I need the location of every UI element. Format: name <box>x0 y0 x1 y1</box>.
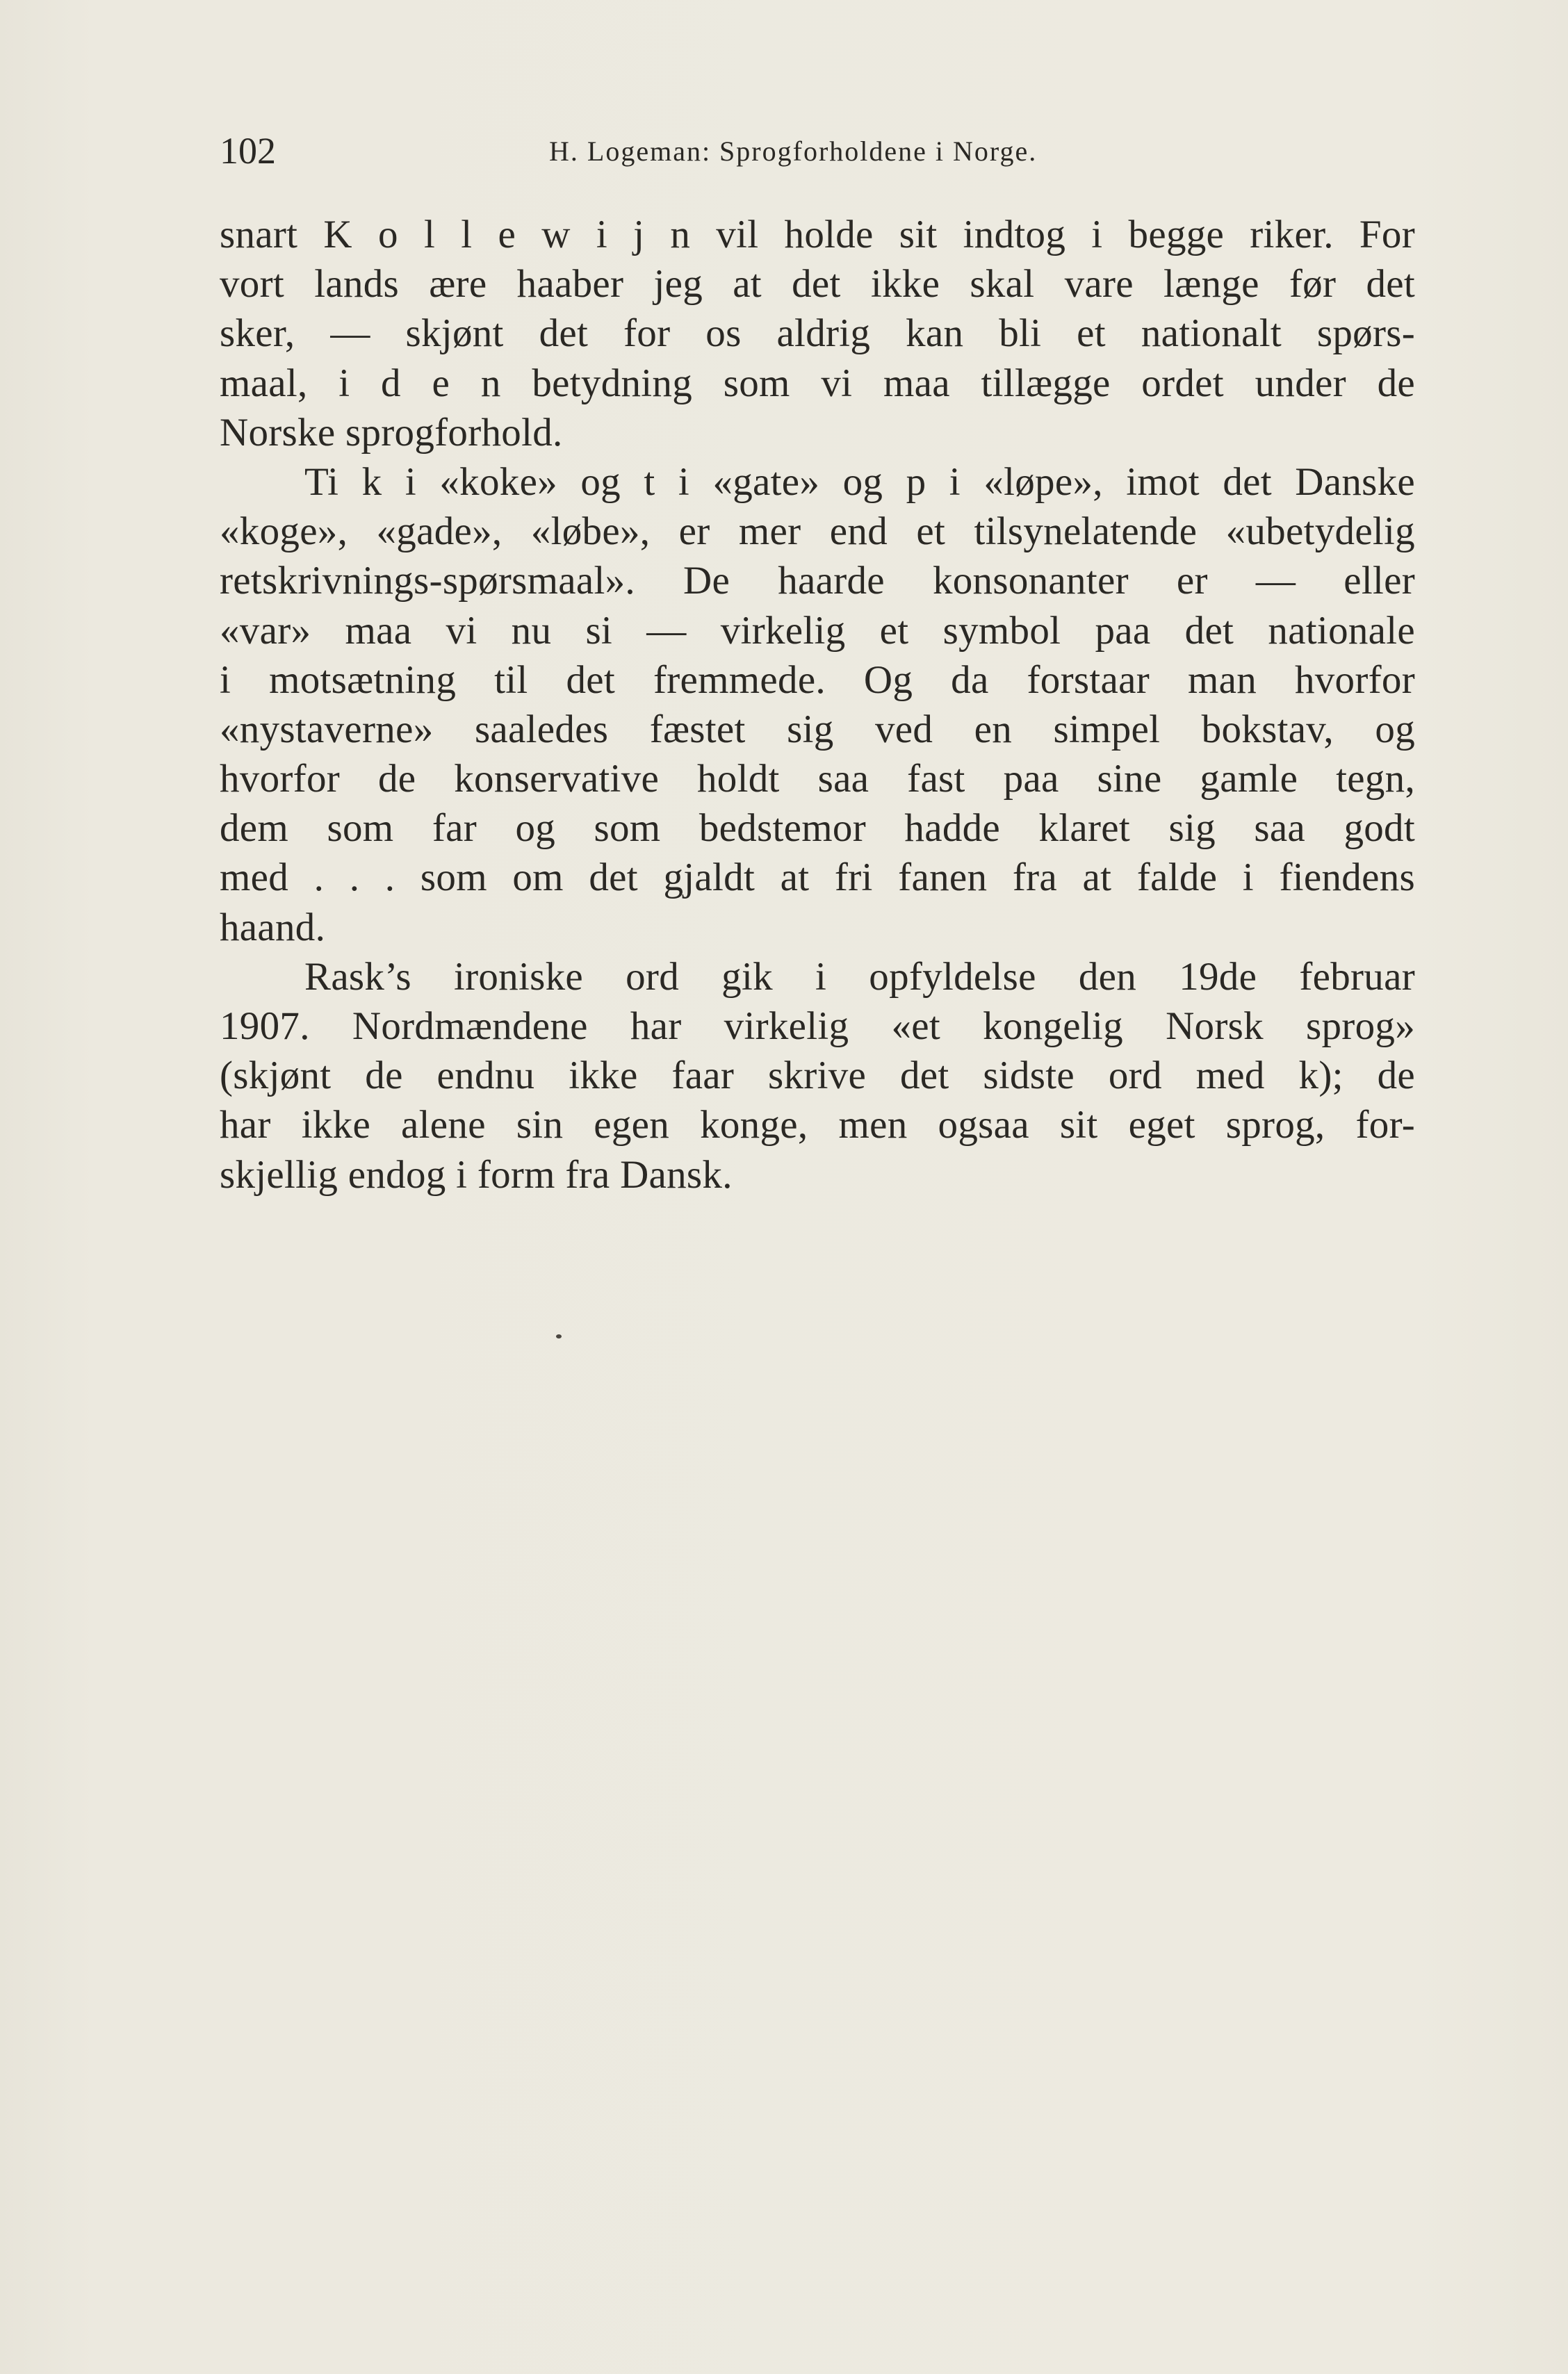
text-line-4: maal, i d e n betydning som vi maa tillægge ordet under de <box>220 361 1415 405</box>
body-text <box>220 210 1415 1200</box>
text-line-19: har ikke alene sin egen konge, men ogsaa sit eget sprog, for- <box>220 1103 1415 1147</box>
text-line-17: 1907. Nordmændene har virkelig «et kongelig Norsk sprog» <box>220 1004 1415 1048</box>
text-line-14: med . . . som om det gjaldt at fri fanen fra at falde i fiendens <box>220 856 1415 900</box>
text-line-9: «var» maa vi nu si — virkelig et symbol paa det nationale <box>220 608 1415 653</box>
ink-speck <box>556 1334 562 1339</box>
running-head: H. Logeman: Sprogforholdene i Norge. <box>549 136 1038 167</box>
text-line-20: skjellig endog i form fra Dansk. <box>220 1152 733 1197</box>
text-line-2: vort lands ære haaber jeg at det ikke skal vare længe før det <box>220 262 1415 306</box>
text-line-11: «nystaverne» saaledes fæstet sig ved en simpel bokstav, og <box>220 707 1415 751</box>
text-line-10: i motsætning til det fremmede. Og da forstaar man hvorfor <box>220 657 1415 702</box>
text-line-7: «koge», «gade», «løbe», er mer end et tilsynelatende «ubetydelig <box>220 509 1415 554</box>
text-line-5: Norske sprogforhold. <box>220 410 563 455</box>
text-line-15: haand. <box>220 905 326 949</box>
text-line-18: (skjønt de endnu ikke faar skrive det sidste ord med k); de <box>220 1054 1415 1098</box>
text-line-8: retskrivnings-spørsmaal». De haarde konsonanter er — eller <box>220 559 1415 603</box>
page-header <box>220 126 1415 175</box>
text-line-1: snart K o l l e w i j n vil holde sit indtog i begge riker. For <box>220 213 1415 256</box>
text-line-12: hvorfor de konservative holdt saa fast paa sine gamle tegn, <box>220 757 1415 801</box>
text-line-16: Rask’s ironiske ord gik i opfyldelse den 19de februar <box>304 954 1415 999</box>
text-line-13: dem som far og som bedstemor hadde klaret sig saa godt <box>220 806 1415 851</box>
page-number: 102 <box>220 130 276 172</box>
text-line-3: sker, — skjønt det for os aldrig kan bli et nationalt spørs- <box>220 311 1415 356</box>
text-line-6: Ti k i «koke» og t i «gate» og p i «løpe», imot det Danske <box>304 459 1415 504</box>
